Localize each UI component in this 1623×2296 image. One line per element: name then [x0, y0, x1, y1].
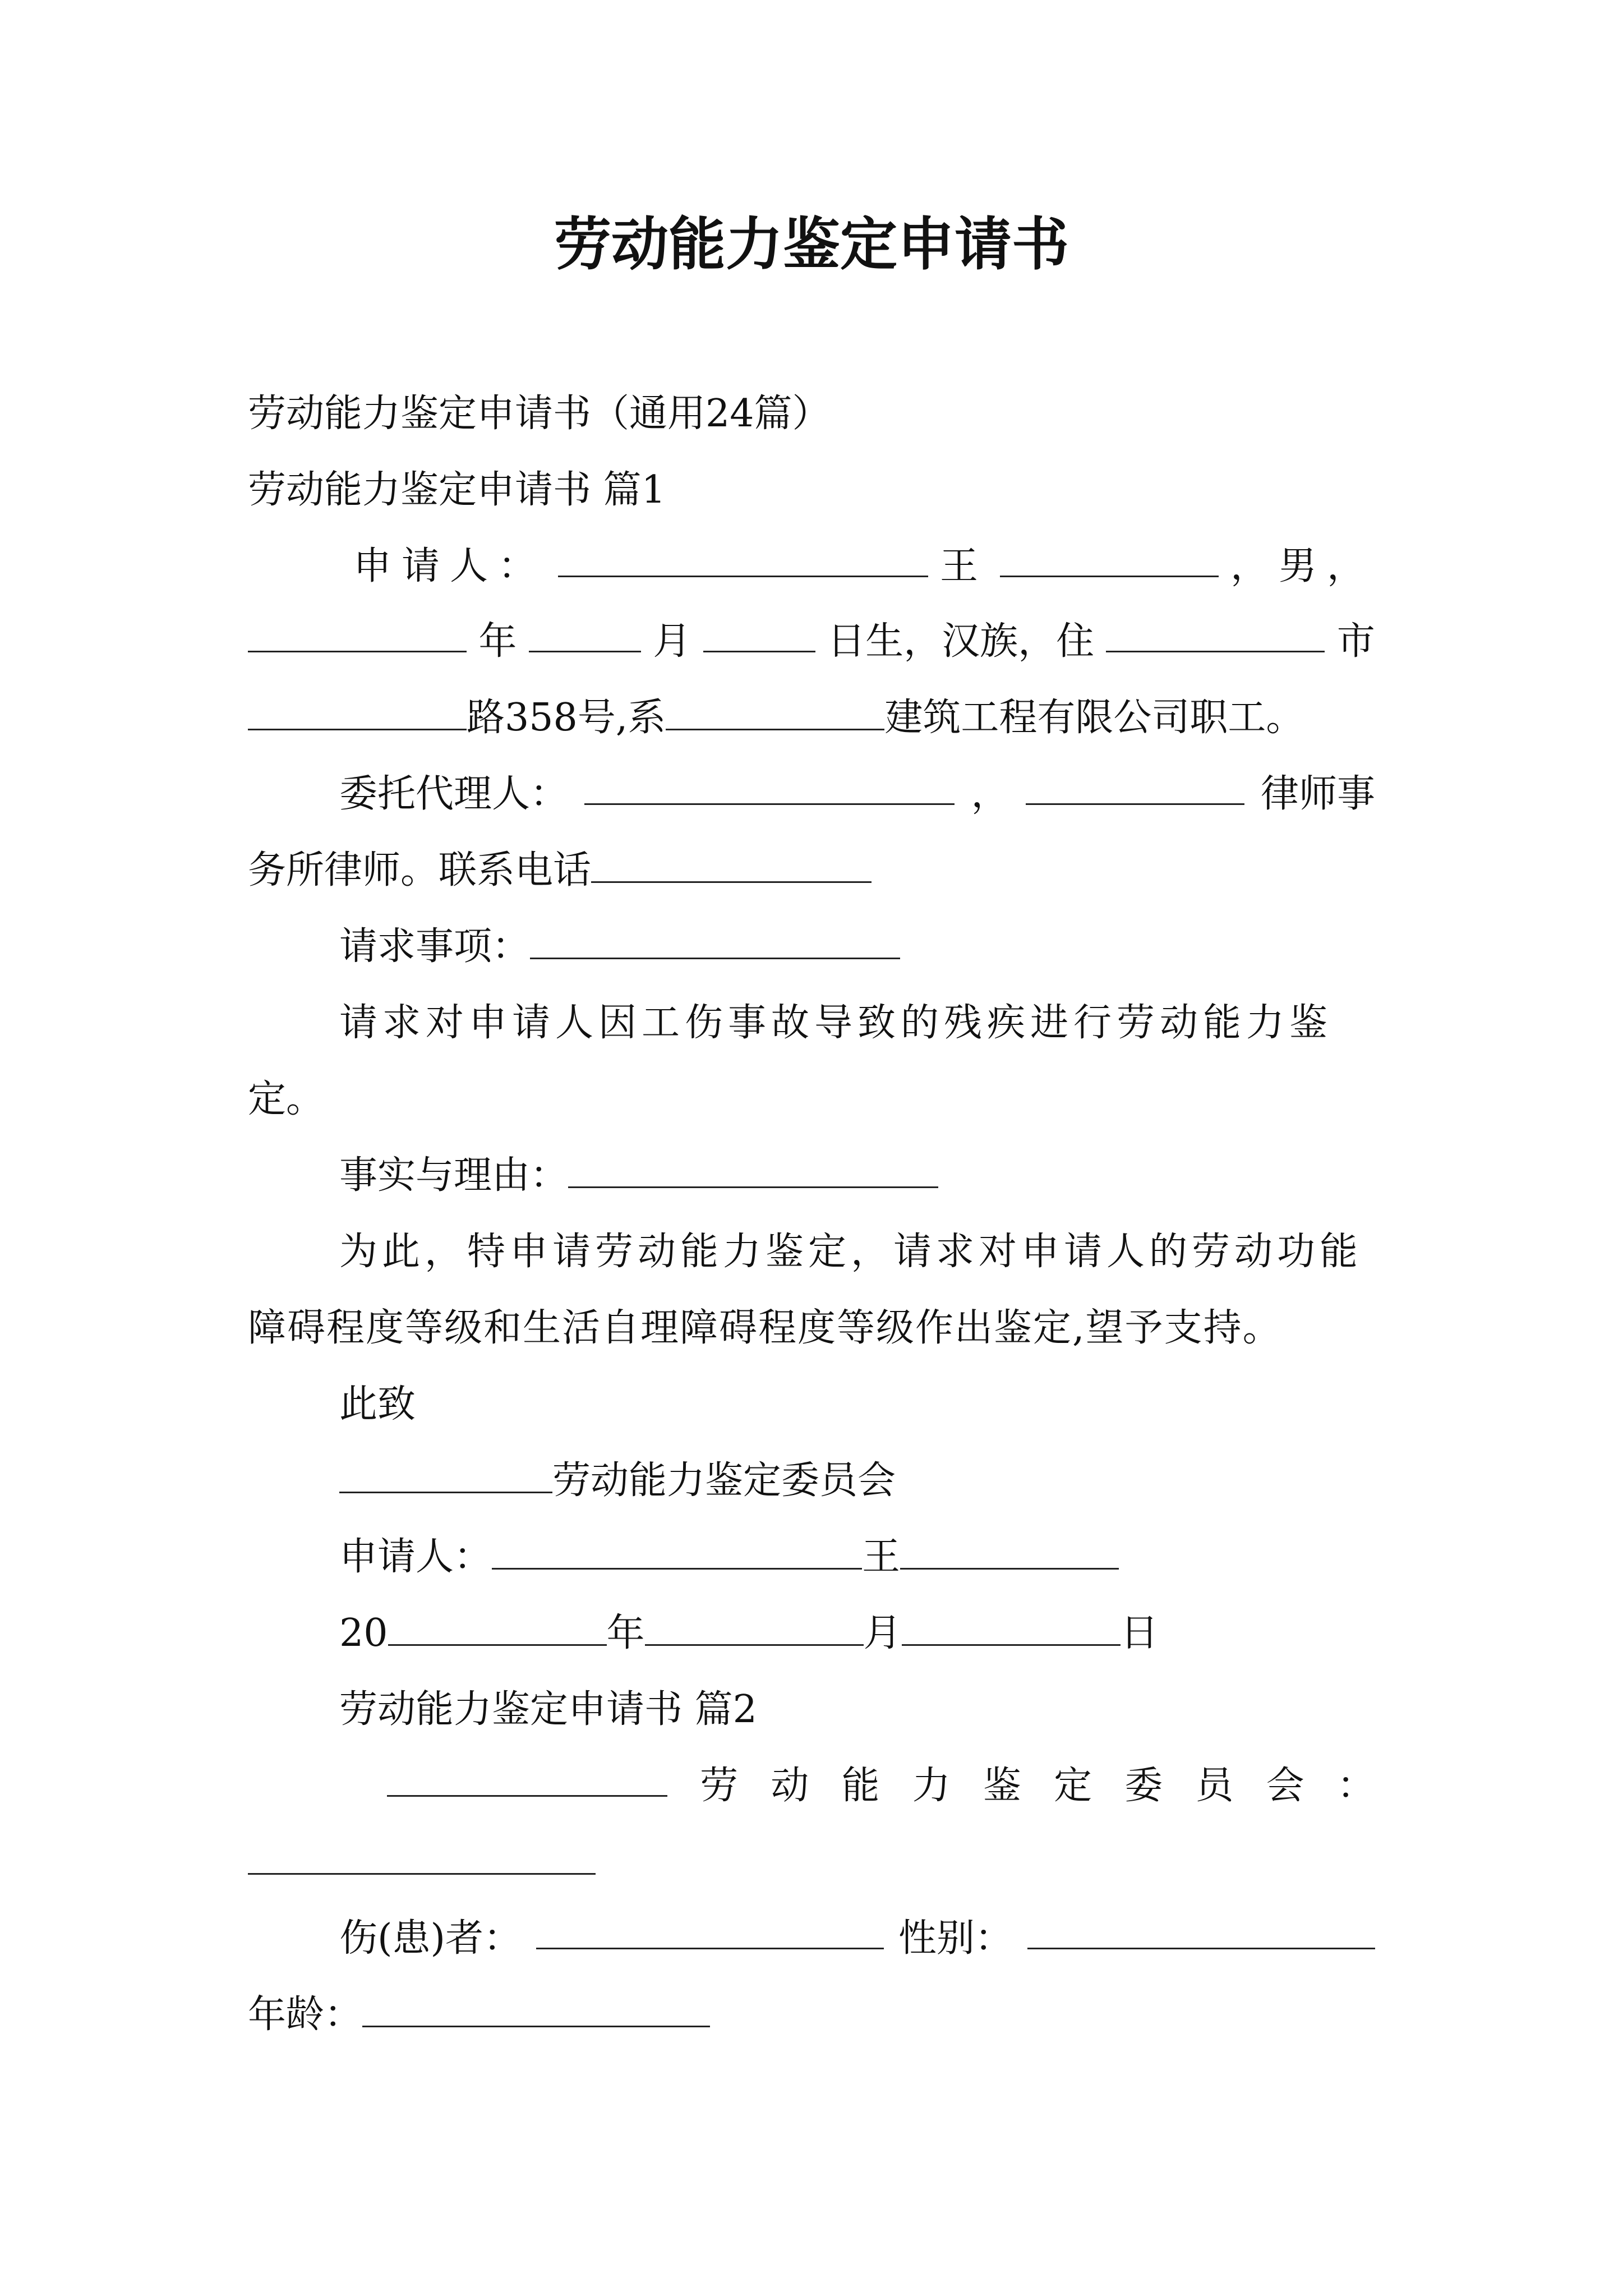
- section-heading-2: 劳动能力鉴定申请书 篇2: [339, 1687, 757, 1732]
- committee-line: [339, 1453, 1467, 1509]
- blank-field: [248, 692, 467, 730]
- birth-month: 月: [653, 619, 691, 664]
- date-day: 日: [1120, 1611, 1159, 1655]
- request-text-line: [339, 995, 1375, 1051]
- committee-char: 鉴: [983, 1764, 1021, 1808]
- city-label: 市: [1336, 619, 1375, 664]
- birth-line: [248, 614, 1375, 670]
- committee-char: 能: [841, 1764, 880, 1808]
- blank-field: [703, 614, 815, 652]
- blank-field: [248, 1836, 596, 1875]
- committee-char: 委: [1124, 1764, 1163, 1808]
- blank-field: [568, 1149, 938, 1188]
- closing: 此致: [339, 1382, 416, 1427]
- agent-line: [339, 766, 1375, 822]
- section-heading-1: 劳动能力鉴定申请书 篇1: [248, 468, 666, 512]
- age-label: 年龄：: [248, 1993, 363, 2037]
- law-firm-a: 律师事: [1260, 772, 1375, 816]
- blank-field: [388, 1607, 607, 1646]
- gender-label: 性别：: [898, 1916, 1013, 1961]
- date-prefix: 20: [339, 1611, 388, 1655]
- blank-field: [339, 1455, 552, 1493]
- reason-line: [339, 1148, 1467, 1204]
- birth-year: 年: [478, 619, 517, 664]
- blank-field: [492, 1531, 862, 1570]
- committee-char: 力: [912, 1764, 951, 1808]
- blank-field: [558, 539, 928, 577]
- committee-name: 劳动能力鉴定委员会: [552, 1458, 896, 1503]
- blank-field: [536, 1911, 884, 1949]
- blank-field: [666, 692, 884, 730]
- reason-label: 事实与理由：: [339, 1153, 569, 1198]
- request-label: 请求事项：: [339, 924, 531, 969]
- committee-char: 定: [1054, 1764, 1092, 1808]
- agent-comma: ，: [971, 772, 1009, 816]
- committee-char: 劳: [700, 1764, 739, 1808]
- committee-char: ：: [1336, 1764, 1375, 1808]
- blank-field: [362, 1989, 710, 2027]
- applicant-line: [353, 539, 1375, 595]
- blank-field: [1027, 1911, 1375, 1949]
- document-title: 劳动能力鉴定申请书: [554, 211, 1069, 278]
- blank-field: [1026, 766, 1244, 805]
- blank-field: [591, 844, 872, 883]
- blank-field: [387, 1758, 667, 1797]
- applicant-name: 王: [939, 544, 988, 588]
- reason-text-b: 障碍程度等级和生活自理障碍程度等级作出鉴定,望予支持。: [248, 1306, 1282, 1350]
- date-year: 年: [606, 1611, 645, 1655]
- blank-line: [248, 1834, 1375, 1890]
- applicant-gender: ，男，: [1230, 544, 1375, 588]
- committee-char: 动: [771, 1764, 809, 1808]
- blank-field: [529, 614, 641, 652]
- blank-field: [900, 1531, 1119, 1570]
- request-line: [339, 919, 1467, 975]
- blank-field: [530, 921, 900, 959]
- blank-field: [248, 614, 467, 652]
- committee-char: 员: [1195, 1764, 1234, 1808]
- company-label: 建筑工程有限公司职工。: [884, 696, 1304, 740]
- blank-field: [645, 1607, 864, 1646]
- committee-char: 会: [1266, 1764, 1304, 1808]
- blank-field: [902, 1607, 1121, 1646]
- injured-line: [339, 1911, 1375, 1967]
- road-label: 路358号,系: [467, 696, 666, 740]
- date-line: [339, 1605, 1467, 1662]
- applicant-label: 申请人：: [353, 544, 547, 588]
- document-subtitle: 劳动能力鉴定申请书（通用24篇）: [248, 392, 831, 436]
- request-text-b: 定。: [248, 1077, 325, 1121]
- age-line: [248, 1987, 1375, 2043]
- address-line: [248, 690, 1375, 746]
- committee-address-line: [387, 1758, 1375, 1814]
- signature-line: [339, 1529, 1467, 1585]
- request-text-a: 请求对申请人因工伤事故导致的残疾进行劳动能力鉴: [339, 1001, 1333, 1045]
- blank-field: [1000, 539, 1219, 577]
- birth-day: 日生，汉族，住: [827, 619, 1095, 664]
- date-month: 月: [863, 1611, 902, 1655]
- law-firm-line: [248, 843, 1375, 899]
- blank-field: [584, 766, 955, 805]
- sign-label: 申请人：: [339, 1535, 492, 1579]
- injured-label: 伤(患)者：: [339, 1916, 522, 1961]
- reason-text-a: 为此，特申请劳动能力鉴定，请求对申请人的劳动功能: [339, 1230, 1363, 1274]
- law-firm-b: 务所律师。联系电话: [248, 848, 592, 892]
- blank-field: [1106, 614, 1325, 652]
- sign-name: 王: [862, 1535, 901, 1579]
- agent-label: 委托代理人：: [339, 772, 569, 816]
